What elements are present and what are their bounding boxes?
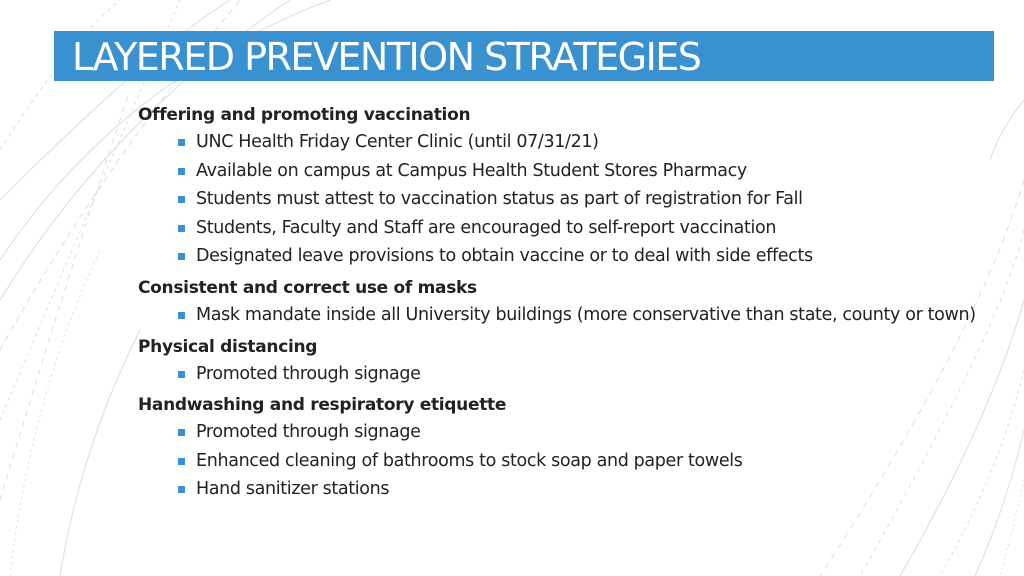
bullet-item <box>138 214 978 243</box>
bullet-text: Mask mandate inside all University buildings (more conservative than state, county or town) <box>196 304 976 325</box>
bullet-text: Designated leave provisions to obtain vaccine or to deal with side effects <box>196 246 813 266</box>
bullet-item <box>138 301 978 330</box>
square-bullet-icon <box>178 371 185 378</box>
bullet-text: UNC Health Friday Center Clinic (until 07/31/21) <box>196 132 599 152</box>
bullet-item <box>138 185 978 214</box>
section-masks <box>138 275 978 330</box>
bullet-text: Promoted through signage <box>196 422 421 442</box>
square-bullet-icon <box>178 196 185 203</box>
bullet-item <box>138 157 978 186</box>
bullet-item <box>138 128 978 157</box>
bullet-item <box>138 360 978 389</box>
bullet-list <box>138 360 978 389</box>
bullet-text: Hand sanitizer stations <box>196 479 390 499</box>
bullet-list <box>138 128 978 271</box>
bullet-item <box>138 418 978 447</box>
bullet-item <box>138 447 978 476</box>
square-bullet-icon <box>178 429 185 436</box>
square-bullet-icon <box>178 225 185 232</box>
square-bullet-icon <box>178 168 185 175</box>
bullet-item <box>138 475 978 504</box>
square-bullet-icon <box>178 312 185 319</box>
square-bullet-icon <box>178 458 185 465</box>
section-distancing <box>138 334 978 389</box>
bullet-item <box>138 242 978 271</box>
square-bullet-icon <box>178 253 185 260</box>
section-vaccination <box>138 102 978 271</box>
section-heading: Offering and promoting vaccination <box>138 105 471 125</box>
slide-title: LAYERED PREVENTION STRATEGIES <box>72 35 701 79</box>
section-handwashing <box>138 392 978 504</box>
bullet-text: Students, Faculty and Staff are encouraged to self-report vaccination <box>196 217 777 238</box>
bullet-text: Available on campus at Campus Health Student Stores Pharmacy <box>196 160 747 181</box>
bullet-text: Enhanced cleaning of bathrooms to stock soap and paper towels <box>196 450 743 471</box>
square-bullet-icon <box>178 139 185 146</box>
slide-content <box>138 102 978 508</box>
square-bullet-icon <box>178 486 185 493</box>
bullet-list <box>138 301 978 330</box>
section-heading: Physical distancing <box>138 336 318 357</box>
bullet-list <box>138 418 978 504</box>
title-bar <box>54 31 994 81</box>
section-heading: Consistent and correct use of masks <box>138 277 477 298</box>
section-heading: Handwashing and respiratory etiquette <box>138 395 507 415</box>
bullet-text: Promoted through signage <box>196 363 421 384</box>
bullet-text: Students must attest to vaccination status as part of registration for Fall <box>196 189 803 209</box>
